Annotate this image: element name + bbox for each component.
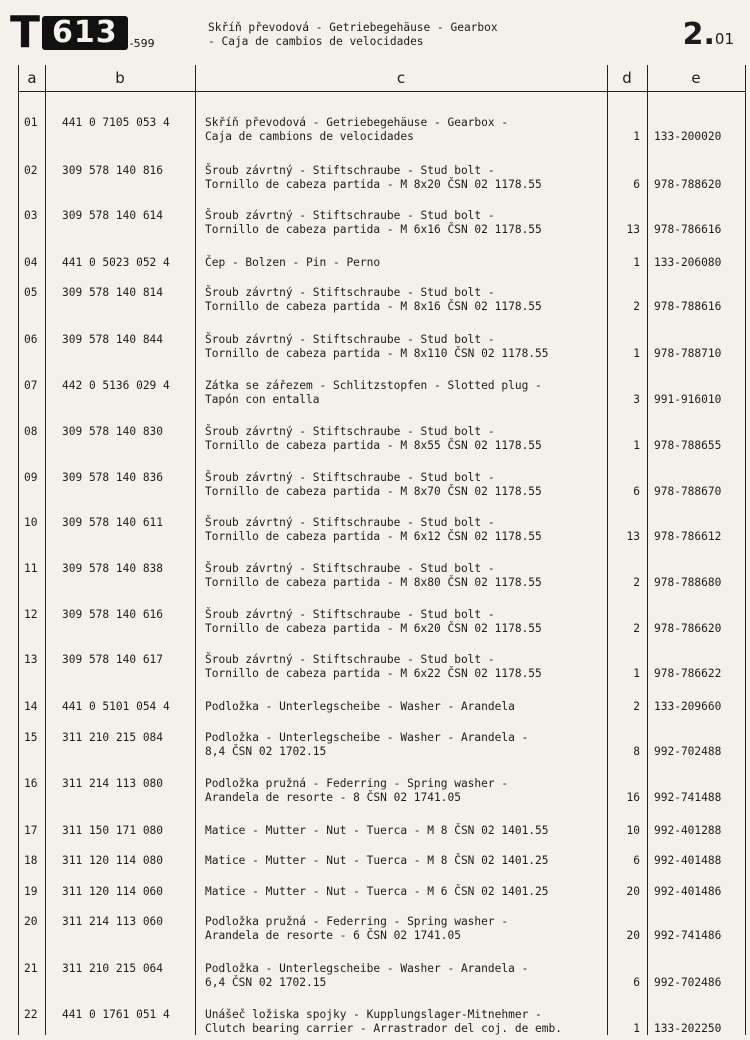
part-description: Šroub závrtný - Stiftschraube - Stud bolt - xyxy=(205,608,495,621)
part-description-line-2: Clutch bearing carrier - Arrastrador del coj. de emb. xyxy=(205,1022,562,1035)
part-code: 992-702488 xyxy=(654,745,722,758)
column-header-e: e xyxy=(647,65,745,92)
part-quantity: 20 xyxy=(626,929,640,942)
part-position: 01 xyxy=(24,116,38,129)
part-number: 441 0 5101 054 4 xyxy=(62,700,170,713)
part-description-line-2: Tornillo de cabeza partida - M 8x20 ČSN 02 1178.55 xyxy=(205,178,542,191)
page-title xyxy=(208,21,498,49)
model-logo xyxy=(10,7,155,58)
title-line-1: Skříň převodová - Getriebegehäuse - Gearbox xyxy=(208,21,498,34)
part-number: 309 578 140 614 xyxy=(62,209,164,222)
part-quantity: 6 xyxy=(633,178,640,191)
part-quantity: 6 xyxy=(633,485,640,498)
part-quantity: 2 xyxy=(633,622,640,635)
part-quantity: 2 xyxy=(633,700,640,713)
part-code: 133-202250 xyxy=(654,1022,722,1035)
part-code: 978-786620 xyxy=(654,622,722,635)
part-code: 978-788655 xyxy=(654,439,722,452)
part-quantity: 1 xyxy=(633,439,640,452)
page-number xyxy=(683,18,734,56)
part-description-line-2: Tornillo de cabeza partida - M 8x110 ČSN 02 1178.55 xyxy=(205,347,549,360)
logo-model-number: 613 xyxy=(42,16,128,50)
part-code: 978-786612 xyxy=(654,530,722,543)
part-code: 992-401486 xyxy=(654,885,722,898)
part-description: Podložka - Unterlegscheibe - Washer - Arandela xyxy=(205,700,515,713)
part-code: 992-741486 xyxy=(654,929,722,942)
part-description: Šroub závrtný - Stiftschraube - Stud bolt - xyxy=(205,164,495,177)
part-description: Šroub závrtný - Stiftschraube - Stud bolt - xyxy=(205,562,495,575)
part-code: 133-200020 xyxy=(654,130,722,143)
part-number: 311 210 215 064 xyxy=(62,962,164,975)
column-divider xyxy=(607,65,608,1035)
part-quantity: 1 xyxy=(633,1022,640,1035)
part-description: Zátka se zářezem - Schlitzstopfen - Slotted plug - xyxy=(205,379,542,392)
part-number: 309 578 140 830 xyxy=(62,425,164,438)
part-description: Čep - Bolzen - Pin - Perno xyxy=(205,256,381,269)
part-position: 12 xyxy=(24,608,38,621)
part-description: Šroub závrtný - Stiftschraube - Stud bolt - xyxy=(205,653,495,666)
part-position: 16 xyxy=(24,777,38,790)
part-description: Podložka - Unterlegscheibe - Washer - Arandela - xyxy=(205,731,529,744)
part-quantity: 2 xyxy=(633,576,640,589)
part-position: 11 xyxy=(24,562,38,575)
part-code: 978-788616 xyxy=(654,300,722,313)
part-code: 978-786622 xyxy=(654,667,722,680)
part-position: 05 xyxy=(24,286,38,299)
part-description: Matice - Mutter - Nut - Tuerca - M 8 ČSN 02 1401.55 xyxy=(205,824,549,837)
part-position: 17 xyxy=(24,824,38,837)
part-quantity: 1 xyxy=(633,667,640,680)
part-number: 309 578 140 836 xyxy=(62,471,164,484)
part-code: 978-786616 xyxy=(654,223,722,236)
part-position: 19 xyxy=(24,885,38,898)
part-description-line-2: Tornillo de cabeza partida - M 6x12 ČSN 02 1178.55 xyxy=(205,530,542,543)
part-description-line-2: Tornillo de cabeza partida - M 6x20 ČSN 02 1178.55 xyxy=(205,622,542,635)
part-number: 309 578 140 838 xyxy=(62,562,164,575)
part-quantity: 3 xyxy=(633,393,640,406)
part-description: Skříň převodová - Getriebegehäuse - Gearbox - xyxy=(205,116,509,129)
part-description-line-2: Tornillo de cabeza partida - M 8x16 ČSN 02 1178.55 xyxy=(205,300,542,313)
part-code: 992-702486 xyxy=(654,976,722,989)
column-divider xyxy=(195,65,196,1035)
logo-letter: T xyxy=(10,7,39,58)
part-code: 992-741488 xyxy=(654,791,722,804)
column-header-a: a xyxy=(19,65,45,92)
part-description: Matice - Mutter - Nut - Tuerca - M 8 ČSN 02 1401.25 xyxy=(205,854,549,867)
part-number: 441 0 5023 052 4 xyxy=(62,256,170,269)
part-description-line-2: Tornillo de cabeza partida - M 6x22 ČSN 02 1178.55 xyxy=(205,667,542,680)
part-quantity: 16 xyxy=(626,791,640,804)
logo-suffix: -599 xyxy=(129,36,155,50)
part-position: 13 xyxy=(24,653,38,666)
part-quantity: 10 xyxy=(626,824,640,837)
column-header-d: d xyxy=(607,65,647,92)
part-number: 309 578 140 617 xyxy=(62,653,164,666)
column-header-c: c xyxy=(195,65,607,92)
part-description: Podložka pružná - Federring - Spring washer - xyxy=(205,915,509,928)
part-code: 978-788670 xyxy=(654,485,722,498)
part-position: 15 xyxy=(24,731,38,744)
part-number: 309 578 140 814 xyxy=(62,286,164,299)
part-description: Šroub závrtný - Stiftschraube - Stud bolt - xyxy=(205,286,495,299)
part-number: 309 578 140 616 xyxy=(62,608,164,621)
part-position: 22 xyxy=(24,1008,38,1021)
part-description-line-2: Tapón con entalla xyxy=(205,393,320,406)
part-position: 14 xyxy=(24,700,38,713)
part-description-line-2: Arandela de resorte - 8 ČSN 02 1741.05 xyxy=(205,791,461,804)
part-description: Šroub závrtný - Stiftschraube - Stud bolt - xyxy=(205,209,495,222)
part-number: 442 0 5136 029 4 xyxy=(62,379,170,392)
part-quantity: 1 xyxy=(633,256,640,269)
part-description: Podložka - Unterlegscheibe - Washer - Arandela - xyxy=(205,962,529,975)
part-number: 311 210 215 084 xyxy=(62,731,164,744)
part-description-line-2: Caja de cambions de velocidades xyxy=(205,130,414,143)
part-quantity: 1 xyxy=(633,130,640,143)
part-position: 18 xyxy=(24,854,38,867)
part-description-line-2: Tornillo de cabeza partida - M 8x80 ČSN 02 1178.55 xyxy=(205,576,542,589)
part-quantity: 8 xyxy=(633,745,640,758)
part-description-line-2: Tornillo de cabeza partida - M 8x70 ČSN 02 1178.55 xyxy=(205,485,542,498)
page-header xyxy=(0,0,750,62)
part-description: Matice - Mutter - Nut - Tuerca - M 6 ČSN 02 1401.25 xyxy=(205,885,549,898)
part-position: 08 xyxy=(24,425,38,438)
part-code: 991-916010 xyxy=(654,393,722,406)
part-number: 311 214 113 080 xyxy=(62,777,164,790)
part-code: 133-209660 xyxy=(654,700,722,713)
part-position: 20 xyxy=(24,915,38,928)
part-position: 10 xyxy=(24,516,38,529)
part-quantity: 13 xyxy=(626,530,640,543)
column-divider xyxy=(647,65,648,1035)
part-description: Šroub závrtný - Stiftschraube - Stud bolt - xyxy=(205,425,495,438)
part-quantity: 6 xyxy=(633,976,640,989)
part-number: 441 0 1761 051 4 xyxy=(62,1008,170,1021)
part-quantity: 2 xyxy=(633,300,640,313)
part-quantity: 1 xyxy=(633,347,640,360)
part-code: 992-401288 xyxy=(654,824,722,837)
page-number-sub: 01 xyxy=(714,30,734,48)
part-number: 309 578 140 611 xyxy=(62,516,164,529)
part-code: 992-401488 xyxy=(654,854,722,867)
part-number: 311 150 171 080 xyxy=(62,824,164,837)
part-code: 978-788680 xyxy=(654,576,722,589)
page-number-main: 2. xyxy=(682,17,715,52)
part-quantity: 13 xyxy=(626,223,640,236)
part-position: 09 xyxy=(24,471,38,484)
part-number: 311 214 113 060 xyxy=(62,915,164,928)
column-header-b: b xyxy=(45,65,195,92)
part-description: Šroub závrtný - Stiftschraube - Stud bolt - xyxy=(205,471,495,484)
part-number: 311 120 114 060 xyxy=(62,885,164,898)
part-description-line-2: 6,4 ČSN 02 1702.15 xyxy=(205,976,327,989)
part-position: 04 xyxy=(24,256,38,269)
part-position: 06 xyxy=(24,333,38,346)
part-description-line-2: Tornillo de cabeza partida - M 6x16 ČSN 02 1178.55 xyxy=(205,223,542,236)
column-divider xyxy=(45,65,46,1035)
part-position: 03 xyxy=(24,209,38,222)
part-position: 07 xyxy=(24,379,38,392)
part-number: 309 578 140 816 xyxy=(62,164,164,177)
part-quantity: 20 xyxy=(626,885,640,898)
part-number: 311 120 114 080 xyxy=(62,854,164,867)
part-description-line-2: Arandela de resorte - 6 ČSN 02 1741.05 xyxy=(205,929,461,942)
part-code: 978-788710 xyxy=(654,347,722,360)
part-description-line-2: Tornillo de cabeza partida - M 8x55 ČSN 02 1178.55 xyxy=(205,439,542,452)
part-code: 978-788620 xyxy=(654,178,722,191)
part-number: 309 578 140 844 xyxy=(62,333,164,346)
part-description: Šroub závrtný - Stiftschraube - Stud bolt - xyxy=(205,333,495,346)
part-code: 133-206080 xyxy=(654,256,722,269)
part-position: 21 xyxy=(24,962,38,975)
part-description-line-2: 8,4 ČSN 02 1702.15 xyxy=(205,745,327,758)
title-line-2: - Caja de cambios de velocidades xyxy=(208,35,424,48)
part-number: 441 0 7105 053 4 xyxy=(62,116,170,129)
part-description: Šroub závrtný - Stiftschraube - Stud bolt - xyxy=(205,516,495,529)
part-description: Podložka pružná - Federring - Spring washer - xyxy=(205,777,509,790)
part-position: 02 xyxy=(24,164,38,177)
part-quantity: 6 xyxy=(633,854,640,867)
part-description: Unášeč ložiska spojky - Kupplungslager-Mitnehmer - xyxy=(205,1008,542,1021)
